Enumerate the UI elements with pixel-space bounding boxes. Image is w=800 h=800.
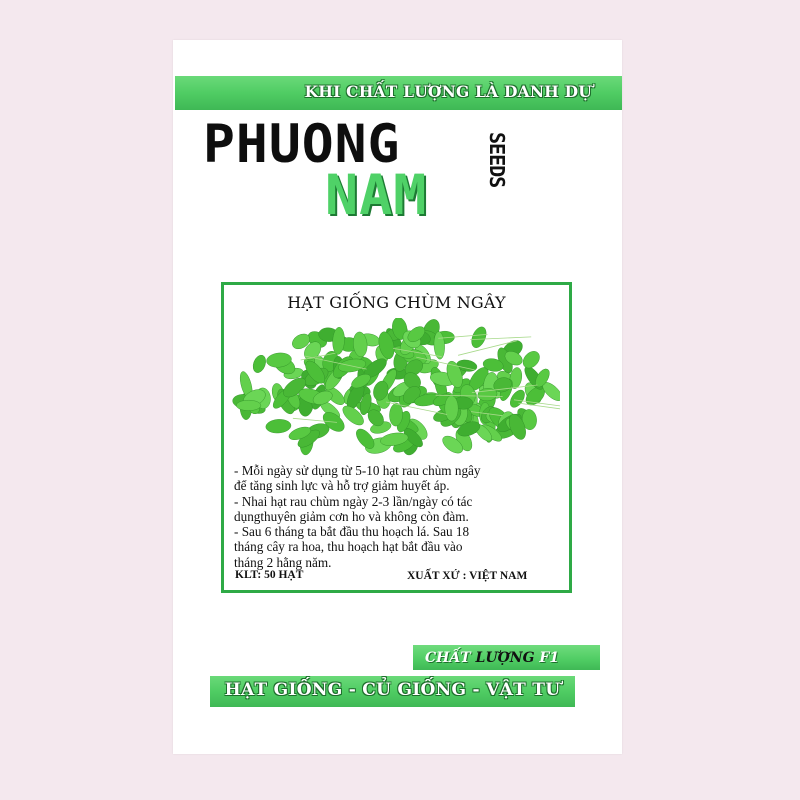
description-line: tháng cây ra hoa, thu hoạch hạt bắt đầu vào [234, 539, 463, 555]
brand-seeds-label: SEEDS [485, 132, 509, 188]
seed-packet [173, 40, 622, 754]
description-line: tháng 2 hằng năm. [234, 554, 332, 570]
quality-label [425, 650, 559, 666]
net-weight: KLT: 50 HẠT [235, 569, 304, 581]
brand-name-line1: PHUONG [203, 114, 401, 175]
product-panel [221, 282, 572, 593]
quality-word-2: LƯỢNG [475, 650, 535, 666]
product-description [234, 463, 564, 570]
quality-grade: F1 [539, 650, 560, 666]
quality-word-1: CHẤT [425, 650, 471, 666]
top-banner [175, 73, 622, 110]
description-line: dụngthuyên giảm cơn ho và không còn đàm. [234, 508, 469, 524]
moringa-leaves-image [232, 318, 560, 461]
origin-label: XUẤT XỨ : VIỆT NAM [407, 570, 528, 582]
bottom-banner-text: HẠT GIỐNG - CỦ GIỐNG - VẬT TƯ [224, 680, 561, 700]
brand-name-line2: NAM [325, 163, 428, 227]
tagline: KHI CHẤT LƯỢNG LÀ DANH DỰ [304, 82, 592, 101]
description-line: - Nhai hạt rau chùm ngày 2-3 lần/ngày có tác [234, 493, 473, 509]
quality-banner [413, 643, 600, 670]
description-line: để tăng sinh lực và hỗ trợ giảm huyết áp. [234, 478, 450, 494]
bottom-banner [210, 673, 575, 707]
product-title: HẠT GIỐNG CHÙM NGÂY [287, 293, 506, 312]
description-line: - Mỗi ngày sử dụng từ 5-10 hạt rau chùm ngây [234, 463, 481, 478]
description-line: - Sau 6 tháng ta bắt đầu thu hoạch lá. Sau 18 [234, 524, 470, 540]
